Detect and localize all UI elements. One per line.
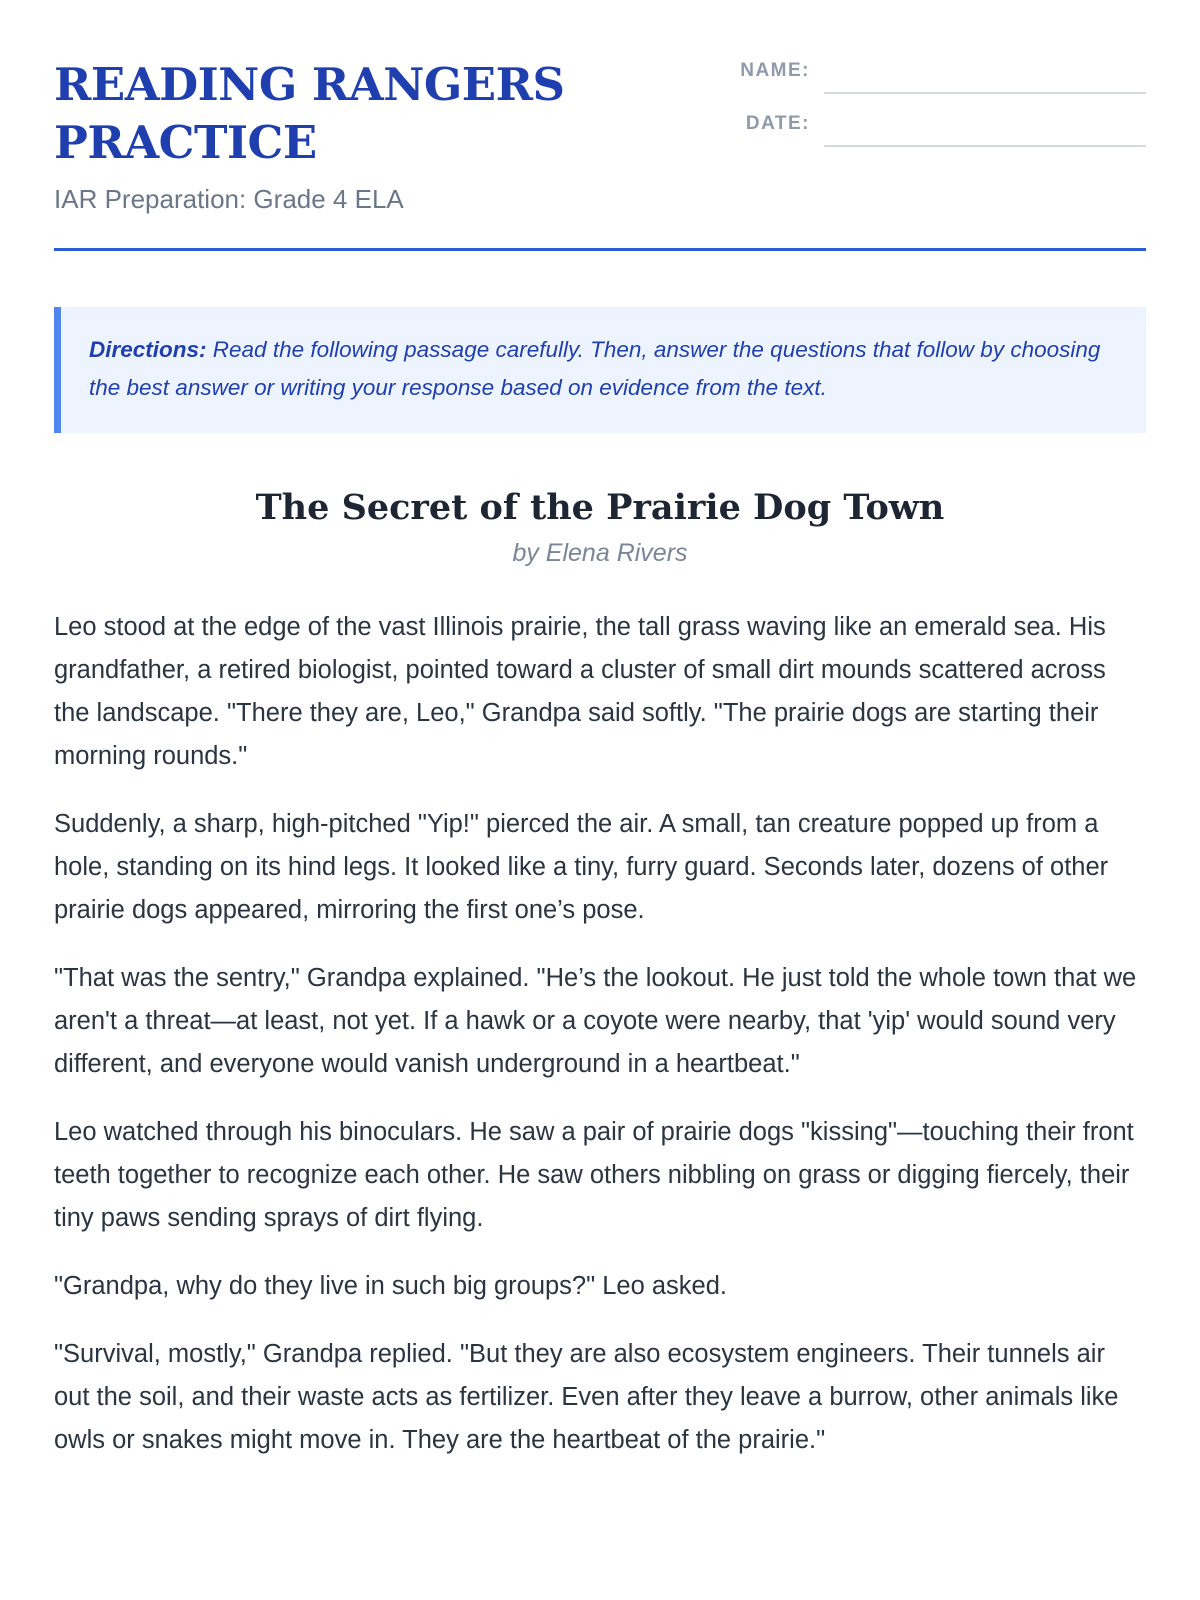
passage-paragraph: Leo watched through his binoculars. He saw a pair of prairie dogs "kissing"—touching their front teeth together to recognize each other. He saw others nibbling on grass or digging fiercely, their tiny paws sending sprays of dirt flying. bbox=[54, 1118, 1134, 1232]
passage-paragraph: "That was the sentry," Grandpa explained. "He’s the lookout. He just told the whole town that we aren't a threat—at least, not yet. If a hawk or a coyote were nearby, that 'yip' would sound very different, and everyone would vanish underground in a heartbeat." bbox=[54, 964, 1137, 1078]
title-line-1: READING RANGERS bbox=[54, 58, 565, 111]
directions-label: Directions: bbox=[89, 337, 207, 362]
worksheet-title bbox=[54, 56, 564, 172]
passage-paragraph: Suddenly, a sharp, high-pitched "Yip!" pierced the air. A small, tan creature popped up from a hole, standing on its hind legs. It looked like a tiny, furry guard. Seconds later, dozens of other prairie dogs appeared, mirroring the first one’s pose. bbox=[54, 810, 1109, 924]
passage-paragraph: Leo stood at the edge of the vast Illinois prairie, the tall grass waving like an emerald sea. His grandfather, a retired biologist, pointed toward a cluster of small dirt mounds scattered across the landscape. "There they are, Leo," Grandpa said softly. "The prairie dogs are starting their morning rounds." bbox=[54, 613, 1106, 770]
name-field[interactable] bbox=[824, 92, 1146, 94]
header-divider bbox=[54, 248, 1146, 251]
name-label: NAME: bbox=[740, 60, 810, 81]
directions-box bbox=[54, 307, 1146, 433]
passage-body bbox=[54, 606, 1146, 1462]
title-line-2: PRACTICE bbox=[54, 116, 317, 169]
worksheet-subtitle: IAR Preparation: Grade 4 ELA bbox=[54, 184, 404, 214]
date-field-row bbox=[726, 111, 1146, 164]
passage-paragraph: "Grandpa, why do they live in such big groups?" Leo asked. bbox=[54, 1272, 728, 1300]
passage-title: The Secret of the Prairie Dog Town bbox=[255, 487, 945, 528]
date-field[interactable] bbox=[824, 145, 1146, 147]
passage-paragraph: "Survival, mostly," Grandpa replied. "But they are also ecosystem engineers. Their tunnels air out the soil, and their waste acts as fertilizer. Even after they leave a burrow, other animals like owls or snakes might move in. They are the heartbeat of the prairie." bbox=[54, 1340, 1119, 1454]
passage-byline: by Elena Rivers bbox=[512, 539, 688, 567]
directions-text: Read the following passage carefully. Then, answer the questions that follow by choosing the best answer or writing your response based on evidence from the text. bbox=[89, 337, 1101, 400]
date-label: DATE: bbox=[745, 113, 810, 134]
name-field-row bbox=[726, 58, 1146, 111]
worksheet-header bbox=[54, 0, 1146, 252]
student-info-fields bbox=[726, 58, 1146, 164]
